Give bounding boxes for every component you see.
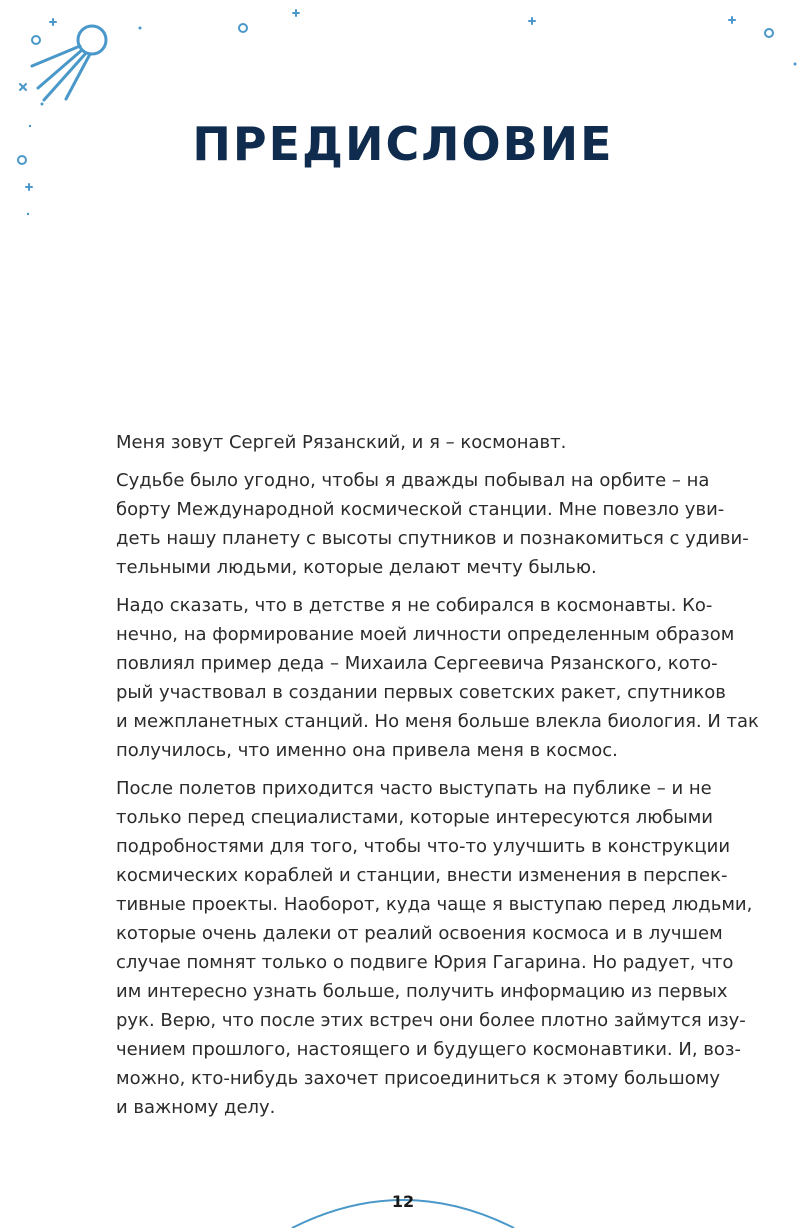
text-line: космических кораблей и станции, внести изменения в перспек- (116, 865, 728, 886)
text-line: рый участвовал в создании первых советских ракет, спутников (116, 682, 726, 703)
text-line: повлиял пример деда – Михаила Сергеевича Рязанского, кото- (116, 653, 718, 674)
text-line: можно, кто-нибудь захочет присоединиться к этому большому (116, 1068, 720, 1089)
text-line: им интересно узнать больше, получить информацию из первых (116, 981, 728, 1002)
text-line: деть нашу планету с высоты спутников и познакомиться с удиви- (116, 528, 749, 549)
text-line: только перед специалистами, которые интересуются любыми (116, 807, 714, 828)
text-line: случае помнят только о подвиге Юрия Гагарина. Но радует, что (116, 952, 734, 973)
paragraph-1 (86, 428, 741, 457)
text-line: и важному делу. (116, 1097, 276, 1118)
text-line: нечно, на формирование моей личности определенным образом (116, 624, 735, 645)
paragraph-3 (86, 591, 759, 765)
text-line: тивные проекты. Наоборот, куда чаще я выступаю перед людьми, (116, 894, 753, 915)
text-line: борту Международной космической станции. Мне повезло уви- (116, 499, 725, 520)
text-line: рук. Верю, что после этих встреч они более плотно займутся изу- (116, 1010, 746, 1031)
page-title: ПРЕДИСЛОВИЕ (192, 117, 614, 171)
text-line: После полетов приходится часто выступать на публике – и не (116, 778, 712, 799)
text-line: Надо сказать, что в детстве я не собирался в космонавты. Ко- (116, 595, 713, 616)
text-line: Меня зовут Сергей Рязанский, и я – космонавт. (116, 432, 567, 453)
preface-body (86, 428, 759, 1131)
page-number: 12 (391, 1192, 415, 1211)
text-line: чением прошлого, настоящего и будущего космонавтики. И, воз- (116, 1039, 741, 1060)
text-line: которые очень далеки от реалий освоения космоса и в лучшем (116, 923, 723, 944)
text-line: и межпланетных станций. Но меня больше влекла биология. И так (116, 711, 759, 732)
paragraph-2 (86, 466, 749, 582)
paragraph-4 (86, 774, 753, 1122)
text-line: получилось, что именно она привела меня в космос. (116, 740, 618, 761)
text-line: тельными людьми, которые делают мечту былью. (116, 557, 597, 578)
text-line: Судьбе было угодно, чтобы я дважды побывал на орбите – на (116, 470, 710, 491)
text-line: подробностями для того, чтобы что-то улучшить в конструкции (116, 836, 731, 857)
sputnik-icon (32, 26, 106, 100)
